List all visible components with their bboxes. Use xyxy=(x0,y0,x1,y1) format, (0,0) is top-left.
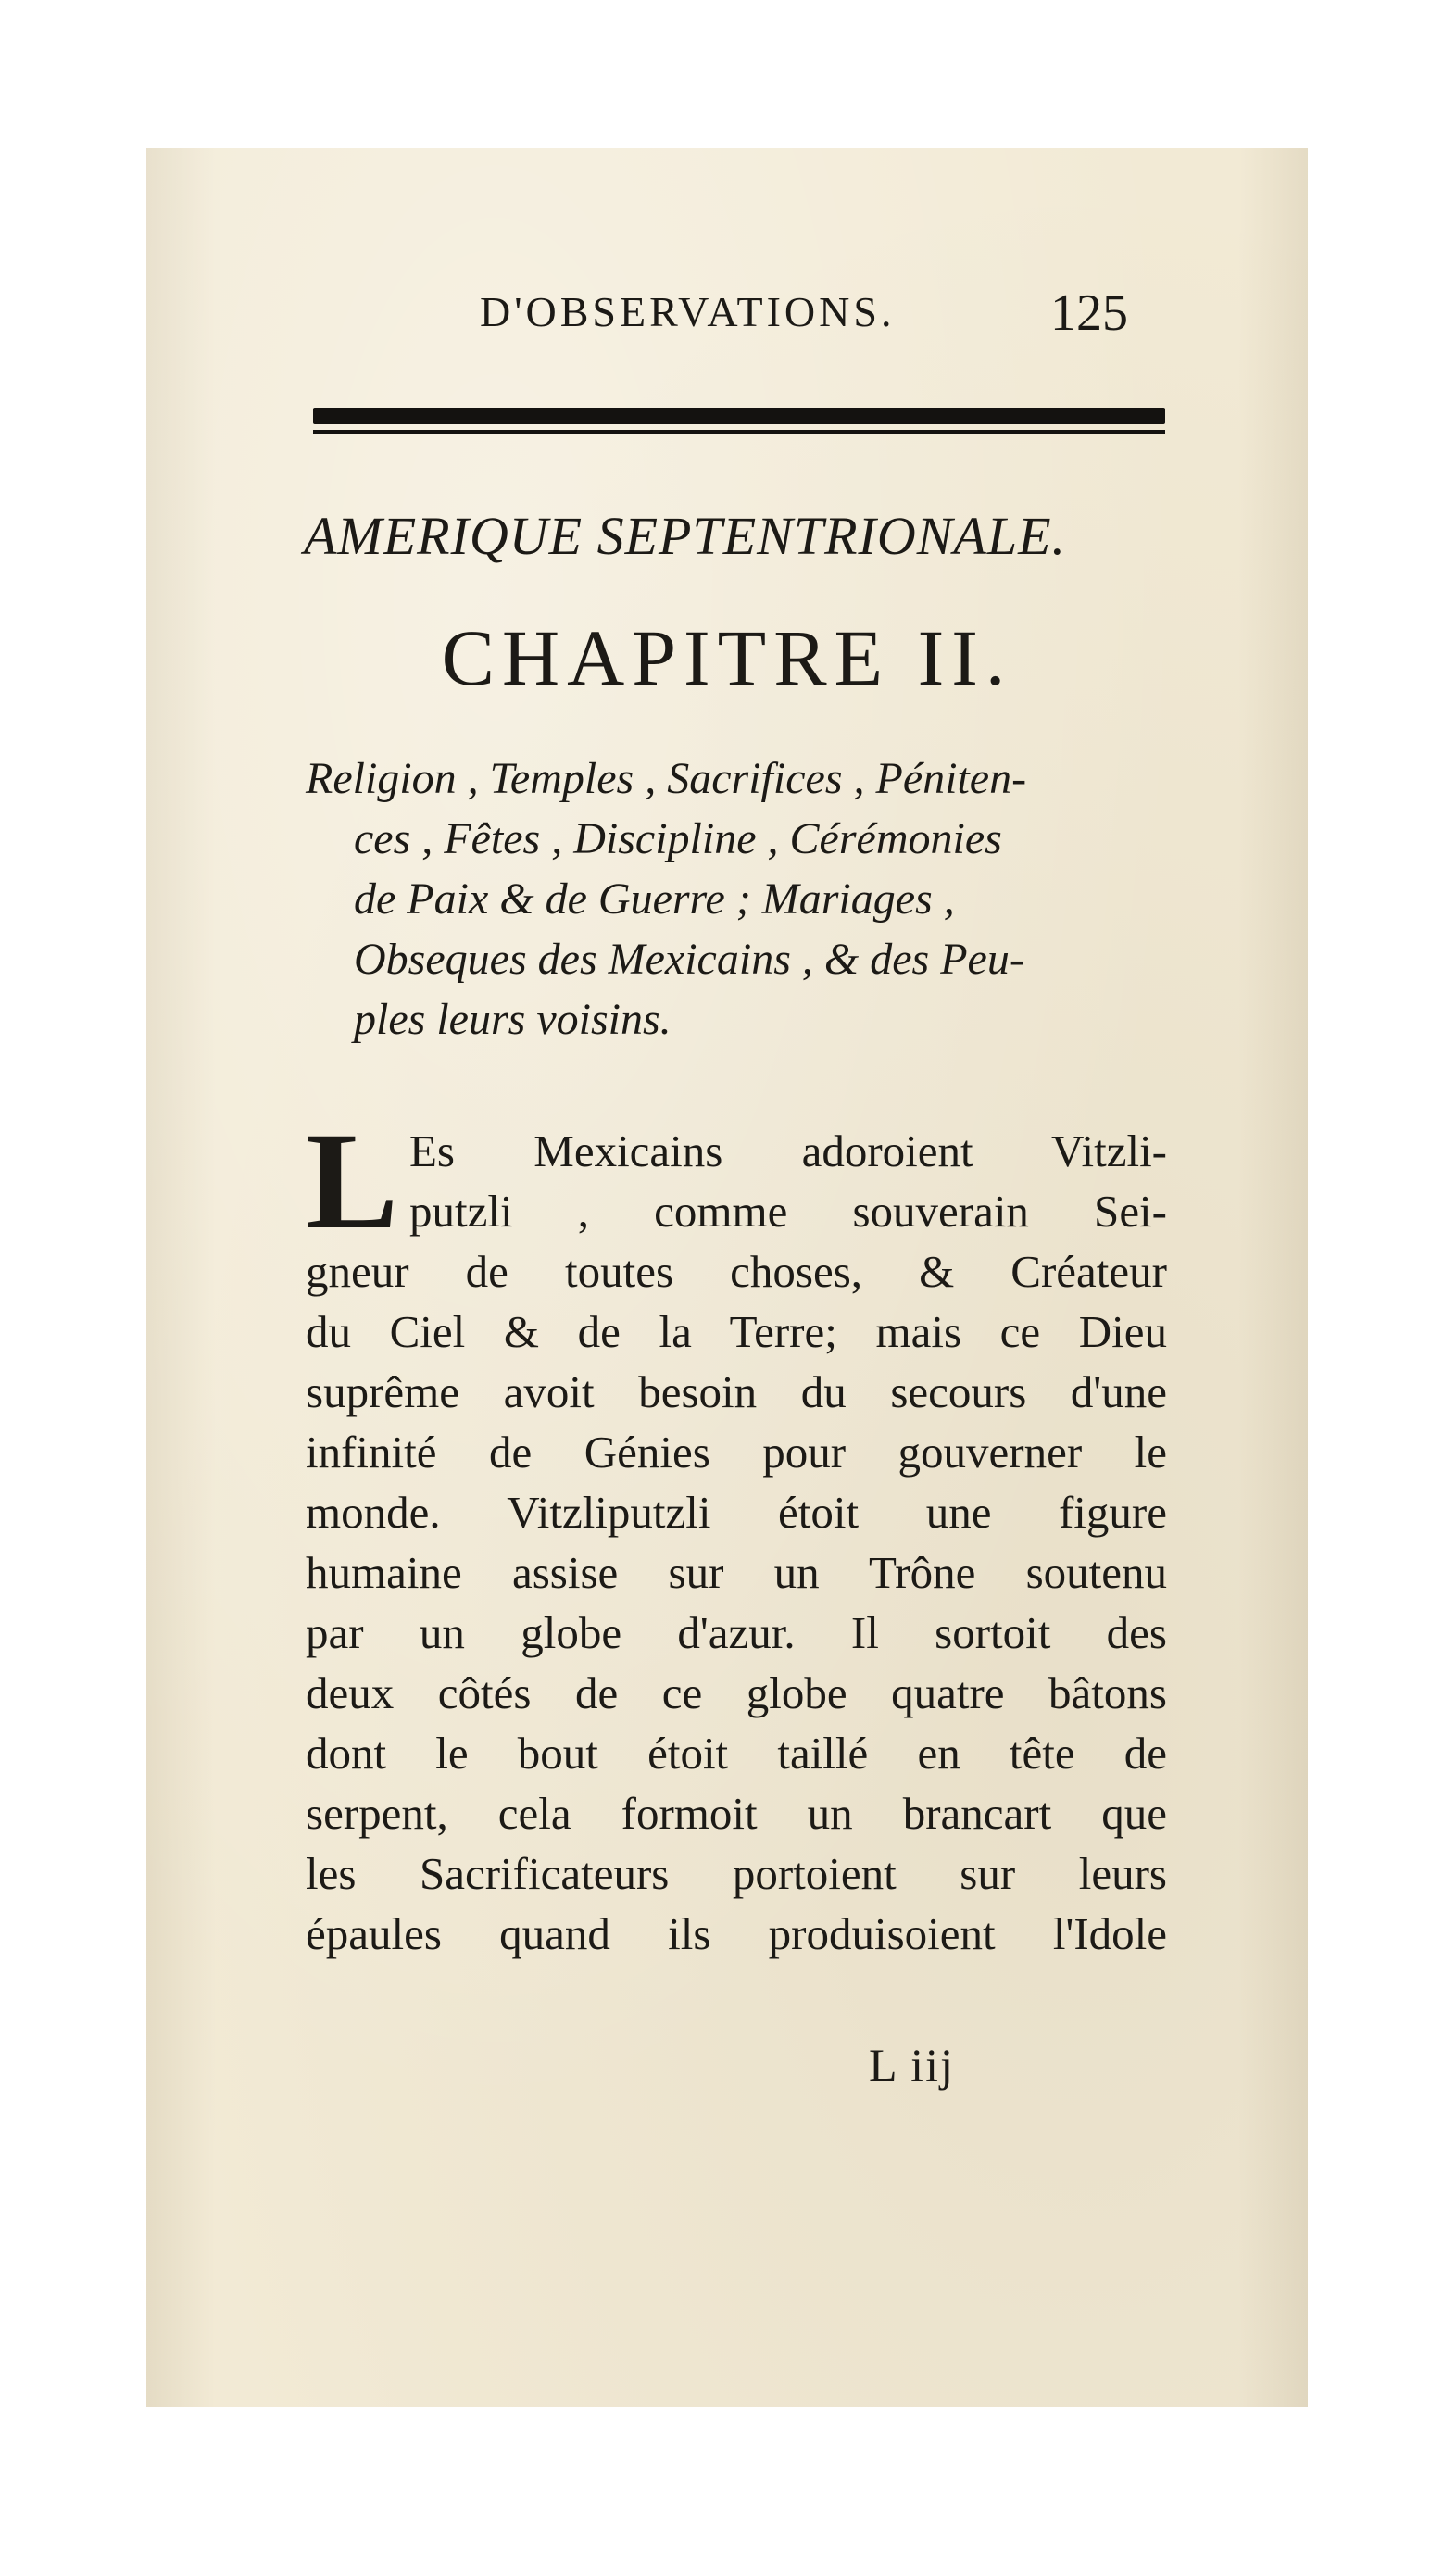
chapter-summary xyxy=(306,748,1167,1050)
summary-line: Religion , Temples , Sacrifices , Péniten- xyxy=(306,754,1027,803)
chapter-title: CHAPITRE II. xyxy=(441,613,1013,702)
body-line: du Ciel & de la Terre; mais ce Dieu xyxy=(306,1306,1167,1357)
body-line: putzli , comme souverain Sei- xyxy=(409,1186,1167,1237)
summary-line: de Paix & de Guerre ; Mariages , xyxy=(354,874,955,924)
body-line: épaules quand ils produisoient l'Idole xyxy=(306,1908,1167,1959)
section-title: AMERIQUE SEPTENTRIONALE. xyxy=(304,506,1067,566)
header-rule-thick xyxy=(313,408,1165,424)
body-text xyxy=(306,1104,1167,1964)
page-number: 125 xyxy=(1050,284,1128,342)
summary-line: ples leurs voisins. xyxy=(354,995,672,1044)
body-line: Es Mexicains adoroient Vitzli- xyxy=(409,1126,1167,1176)
book-page xyxy=(146,148,1308,2407)
body-line: infinité de Génies pour gouverner le xyxy=(306,1427,1167,1478)
summary-line: Obseques des Mexicains , & des Peu- xyxy=(354,935,1024,984)
running-title: D'OBSERVATIONS. xyxy=(480,288,896,335)
body-line: les Sacrificateurs portoient sur leurs xyxy=(306,1848,1167,1899)
body-line: serpent, cela formoit un brancart que xyxy=(306,1788,1167,1839)
body-line: gneur de toutes choses, & Créateur xyxy=(306,1246,1167,1297)
body-line: suprême avoit besoin du secours d'une xyxy=(306,1366,1167,1417)
signature-mark: L iij xyxy=(869,2039,955,2091)
header-rule-thin xyxy=(313,430,1165,434)
page-header xyxy=(332,284,1128,361)
body-line: par un globe d'azur. Il sortoit des xyxy=(306,1607,1167,1658)
summary-line: ces , Fêtes , Discipline , Cérémonies xyxy=(354,814,1002,863)
body-line: humaine assise sur un Trône soutenu xyxy=(306,1547,1167,1598)
body-line: monde. Vitzliputzli étoit une figure xyxy=(306,1487,1167,1538)
drop-cap: L xyxy=(306,1104,399,1258)
body-line: dont le bout étoit taillé en tête de xyxy=(306,1728,1167,1779)
body-line: deux côtés de ce globe quatre bâtons xyxy=(306,1667,1167,1718)
